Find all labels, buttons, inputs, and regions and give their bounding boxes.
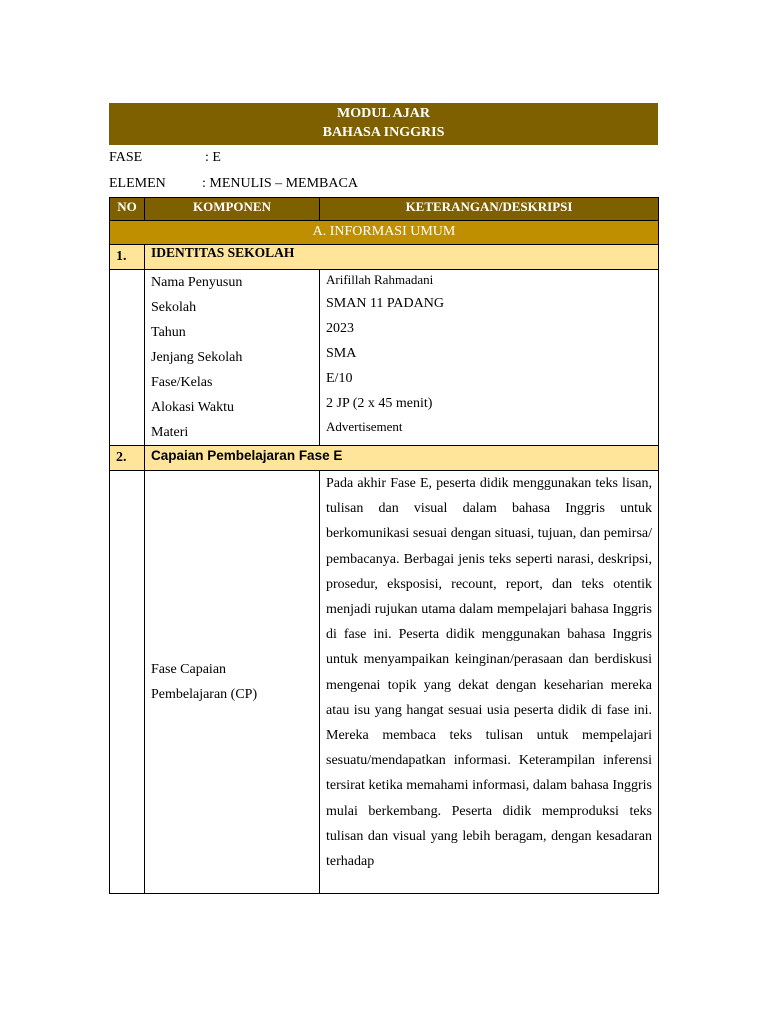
capaian-empty-cell	[110, 471, 145, 894]
section-a-row	[110, 221, 659, 245]
value-materi: Advertisement	[326, 419, 403, 434]
capaian-number: 2.	[110, 446, 145, 471]
capaian-label-line2: Pembelajaran (CP)	[151, 687, 258, 702]
identitas-values	[320, 270, 659, 446]
capaian-header-row	[110, 446, 659, 471]
value-sekolah: SMAN 11 PADANG	[326, 296, 444, 311]
col-header-keterangan: KETERANGAN/DESKRIPSI	[320, 198, 659, 221]
meta-elemen	[109, 171, 658, 197]
label-tahun: Tahun	[151, 325, 186, 340]
col-header-no: NO	[110, 198, 145, 221]
module-subject: BAHASA INGGRIS	[322, 125, 445, 140]
meta-elemen-key: ELEMEN	[109, 176, 166, 191]
document	[109, 103, 658, 894]
label-materi: Materi	[151, 425, 189, 440]
capaian-description: Pada akhir Fase E, peserta didik menggunakan teks lisan, tulisan dan visual dalam bahasa Inggris untuk berkomunikasi sesuai dengan situasi, tujuan, dan pemirsa/ pembacanya. Berbagai jenis teks seperti narasi, deskripsi, prosedur, eksposisi, recount, report, dan teks otentik menjadi rujukan utama dalam mempelajari bahasa Inggris di fase ini. Peserta didik menggunakan bahasa Inggris untuk menyampaikan keinginan/perasaan dan berdiskusi mengenai topik yang dekat dengan keseharian mereka atau isu yang hangat sesuai usia peserta didik di fase ini. Mereka membaca teks tulisan untuk mempelajari sesuatu/mendapatkan informasi. Keterampilan inferensi tersirat ketika memahami informasi, dalam bahasa Inggris mulai berkembang. Peserta didik memproduksi teks tulisan dan visual yang lebih beragam, dengan kesadaran terhadap	[320, 471, 659, 894]
label-nama-penyusun: Nama Penyusun	[151, 275, 243, 290]
capaian-row	[110, 471, 659, 894]
module-title: MODUL AJAR	[337, 106, 430, 121]
identitas-rows	[110, 270, 659, 446]
identitas-number: 1.	[110, 245, 145, 270]
identitas-empty-cell	[110, 270, 145, 446]
module-title-bar	[109, 103, 658, 145]
label-sekolah: Sekolah	[151, 300, 197, 315]
label-jenjang: Jenjang Sekolah	[151, 350, 243, 365]
identitas-header-row	[110, 245, 659, 270]
identitas-labels	[145, 270, 320, 446]
section-a-title: A. INFORMASI UMUM	[110, 221, 659, 245]
capaian-label	[145, 471, 320, 894]
meta-fase-value: : E	[205, 150, 221, 165]
col-header-komponen: KOMPONEN	[145, 198, 320, 221]
meta-fase	[109, 145, 658, 171]
value-alokasi-waktu: 2 JP (2 x 45 menit)	[326, 396, 433, 411]
meta-elemen-value: : MENULIS – MEMBACA	[202, 176, 358, 191]
label-alokasi-waktu: Alokasi Waktu	[151, 400, 234, 415]
identitas-title: IDENTITAS SEKOLAH	[145, 245, 659, 270]
table-header-row	[110, 198, 659, 221]
meta-fase-key: FASE	[109, 150, 143, 165]
label-fase-kelas: Fase/Kelas	[151, 375, 213, 390]
capaian-title: Capaian Pembelajaran Fase E	[145, 446, 659, 471]
value-tahun: 2023	[326, 321, 354, 336]
capaian-label-line1: Fase Capaian	[151, 662, 227, 677]
module-table	[109, 197, 659, 894]
value-fase-kelas: E/10	[326, 371, 353, 386]
value-jenjang: SMA	[326, 346, 357, 361]
value-nama-penyusun: Arifillah Rahmadani	[326, 272, 434, 287]
